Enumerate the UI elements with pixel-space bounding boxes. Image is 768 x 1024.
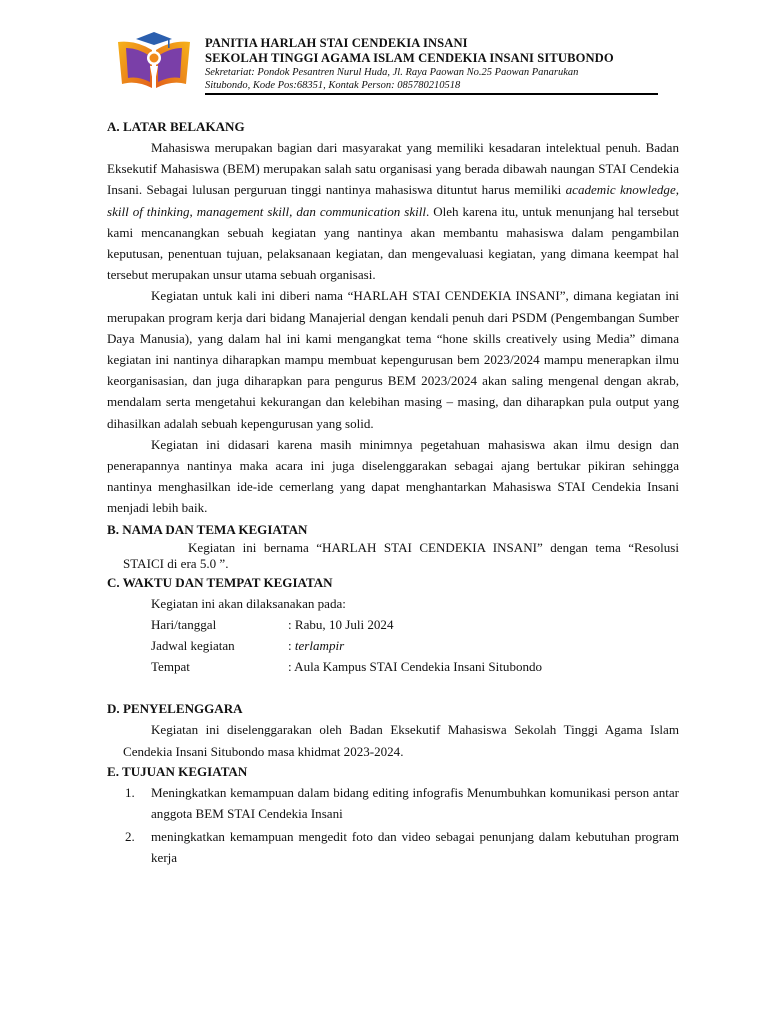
objective-item-1: 1. Meningkatkan kemampuan dalam bidang editing infografis Menumbuhkan komunikasi person antar anggota BEM STAI Cendekia Insani: [125, 784, 679, 822]
schedule-row-agenda: Jadwal kegiatan : terlampir: [151, 638, 345, 654]
letterhead-address-1: Sekretariat: Pondok Pesantren Nurul Huda, Jl. Raya Paowan No.25 Paowan Panarukan: [205, 67, 579, 78]
section-a-paragraph-2: Kegiatan untuk kali ini diberi nama “HARLAH STAI CENDEKIA INSANI”, dimana kegiatan ini merupakan program kerja dari bidang Manajerial dengan kendali penuh dari PSDM (Pengembangan Sumber Daya Manusia), yang dalam hal ini kami mengangkat tema “hone skills creatively using Media” dimana kegiatan ini nantinya diharapkan mampu membuat kepengurusan bem 2023/2024 mampu menerapkan ilmu keorganisasian, dan juga diharapkan para pengurus BEM 2023/2024 akan saling mengenal dengan akrab, mendalam serta mengetahui kekurangan dan kelebihan masing – masing, dan diharapkan pula output yang dihasilkan adalah sebuah kepengurusan yang solid.: [107, 288, 679, 431]
letterhead: [205, 36, 660, 92]
letterhead-title: PANITIA HARLAH STAI CENDEKIA INSANI: [205, 36, 468, 50]
schedule-row-date: Hari/tanggal : Rabu, 10 Juli 2024: [151, 616, 394, 632]
document-body: [107, 117, 679, 869]
section-b-text: Kegiatan ini bernama “HARLAH STAI CENDEKIA INSANI” dengan tema “Resolusi STAICI di era 5.0 ”.: [123, 539, 679, 571]
section-a-paragraph-3: Kegiatan ini didasari karena masih minimnya pegetahuan mahasiswa akan ilmu design dan penerapannya nantinya maka acara ini juga diselenggarakan sebagai ajang bertukar pikiran sehingga nantinya menghasilkan ide-ide cemerlang yang dapat menghantarkan Mahasiswa STAI Cendekia Insani menjadi lebih baik.: [107, 436, 679, 516]
section-b-heading: B. NAMA DAN TEMA KEGIATAN: [107, 521, 308, 537]
section-d-heading: D. PENYELENGGARA: [107, 701, 243, 717]
section-c-intro: Kegiatan ini akan dilaksanakan pada:: [151, 595, 346, 611]
section-e-heading: E. TUJUAN KEGIATAN: [107, 763, 248, 779]
institution-logo: [116, 30, 192, 98]
section-a-paragraph-1: Mahasiswa merupakan bagian dari masyarakat yang memiliki kesadaran intelektual penuh. Badan Eksekutif Mahasiswa (BEM) merupakan salah satu organisasi yang berada dibawah naungan STAI Cendekia Insani. Sebagai lulusan perguruan tinggi nantinya mahasiswa dituntut harus memiliki academic knowledge, skill of thinking, management skill, dan communication skill. Oleh karena itu, untuk menunjang hal tersebut kami mencanangkan sebuah kegiatan yang nantinya akan membantu mahasiswa dalam pengambilan keputusan, penentuan tujuan, pelaksanaan kegiatan, dan mengevaluasi kegiatan, yang dimana keempat hal tersebut merupakan unsur utama sebuah organisasi.: [107, 140, 680, 283]
objective-item-2: 2. meningkatkan kemampuan mengedit foto dan video sebagai penunjang dalam kebutuhan program kerja: [125, 829, 679, 866]
letterhead-address-2: Situbondo, Kode Pos:68351, Kontak Person: 085780210518: [205, 80, 461, 91]
letterhead-rule: [205, 93, 658, 95]
section-c-heading: C. WAKTU DAN TEMPAT KEGIATAN: [107, 574, 333, 590]
section-d-text: Kegiatan ini diselenggarakan oleh Badan Eksekutif Mahasiswa Sekolah Tinggi Agama Islam Cendekia Insani Situbondo masa khidmat 2023-2024.: [123, 722, 679, 759]
letterhead-institution: SEKOLAH TINGGI AGAMA ISLAM CENDEKIA INSANI SITUBONDO: [205, 51, 614, 65]
section-a-heading: A. LATAR BELAKANG: [107, 119, 245, 134]
schedule-row-venue: Tempat : Aula Kampus STAI Cendekia Insani Situbondo: [151, 659, 543, 675]
